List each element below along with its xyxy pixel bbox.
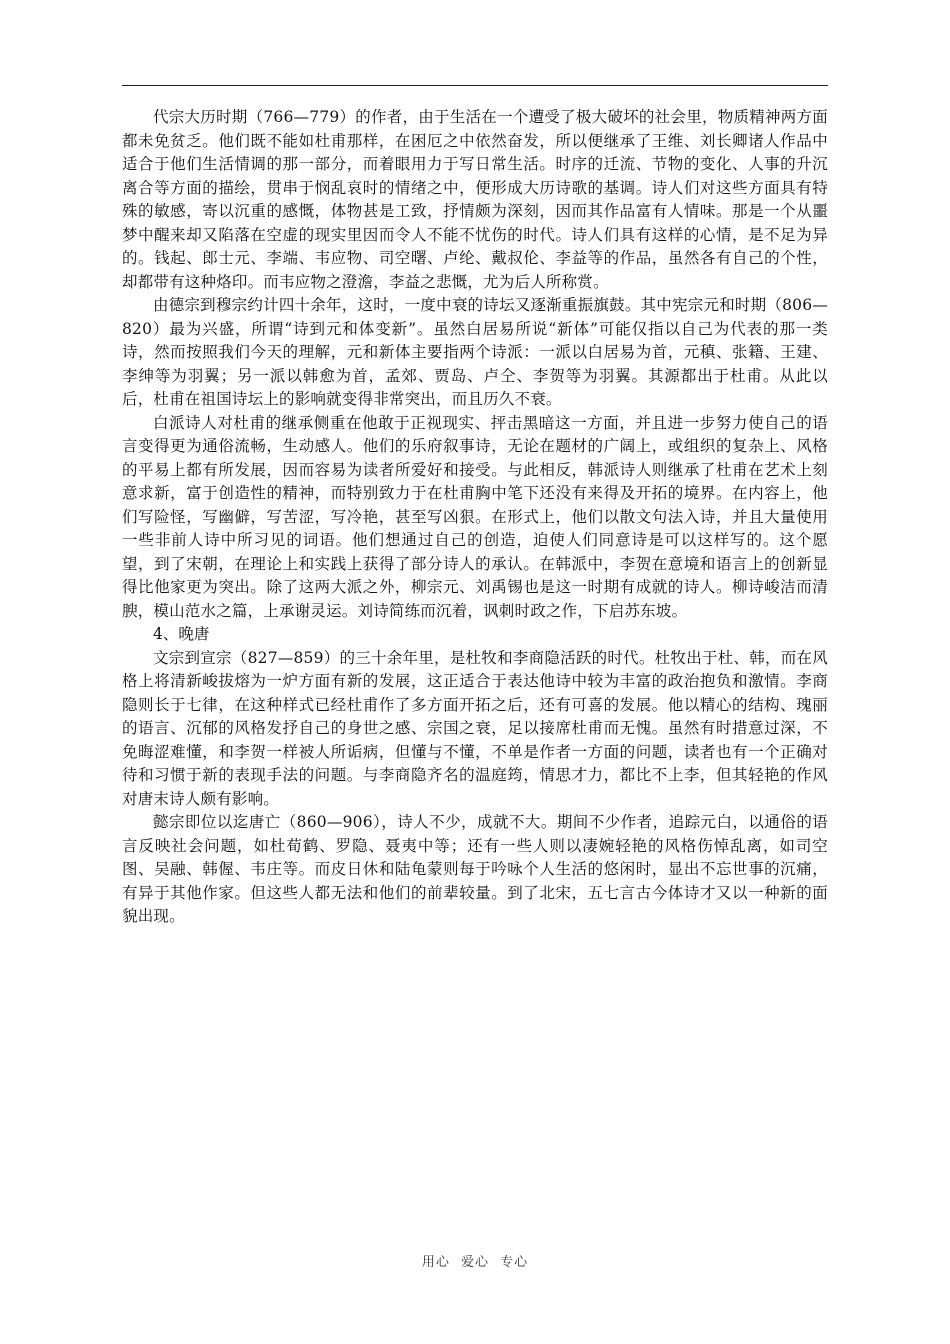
paragraph-late-tang-poets: 懿宗即位以迄唐亡（860—906），诗人不少，成就不大。期间不少作者，追踪元白，以通俗的语言反映社会问题，如杜荀鹤、罗隐、聂夷中等；还有一些人则以凄婉轻艳的风格伤悼乱离，如司空图、吴融、韩偓、韦庄等。而皮日休和陆龟蒙则每于吟咏个人生活的悠闲时，显出不忘世事的沉痛，有异于其他作家。但这些人都无法和他们的前辈较量。到了北宋，五七言古今体诗才又以一种新的面貌出现。 [122,813,828,925]
paragraph-du-mu-li-shangyin: 文宗到宣宗（827—859）的三十余年里，是杜牧和李商隐活跃的时代。杜牧出于杜、韩，而在风格上将清新峻拔熔为一炉方面有新的发展，这正适合于表达他诗中较为丰富的政治抱负和激情。李商隐则长于七律，在这种样式已经杜甫作了多方面开拓之后，还有可喜的发展。他以精心的结构、瑰丽的语言、沉郁的风格发抒自己的身世之感、宗国之衰，足以接席杜甫而无愧。虽然有时措意过深，不免晦涩难懂，和李贺一样被人所诟病，但懂与不懂，不单是作者一方面的问题，读者也有一个正确对待和习惯于新的表现手法的问题。与李商隐齐名的温庭筠，情思才力，都比不上李，但其轻艳的作风对唐末诗人颇有影响。 [122,648,828,808]
page-footer: 用心 爱心 专心 [421,1255,529,1270]
paragraph-dali: 代宗大历时期（766—779）的作者，由于生活在一个遭受了极大破坏的社会里，物质精神两方面都未免贫乏。他们既不能如杜甫那样，在困厄之中依然奋发，所以便继承了王维、刘长卿诸人作品中适合于他们生活情调的那一部分，而着眼用力于写日常生活。时序的迁流、节物的变化、人事的升沉离合等方面的描绘，贯串于悯乱哀时的情绪之中，便形成大历诗歌的基调。诗人们对这些方面具有特殊的敏感，寄以沉重的感慨，体物甚是工致，抒情颇为深刻，因而其作品富有人情味。那是一个从噩梦中醒来却又陷落在空虚的现实里因而令人不能不忧伤的时代。诗人们具有这样的心情，是不足为异的。钱起、郎士元、李端、韦应物、司空曙、卢纶、戴叔伦、李益等的作品，虽然各有自己的个性，却都带有这种烙印。而韦应物之澄澹，李益之悲慨，尤为后人所称赏。 [122,108,828,291]
paragraph-bai-han-schools: 白派诗人对杜甫的继承侧重在他敢于正视现实、抨击黑暗这一方面，并且进一步努力使自己的语言变得更为通俗流畅，生动感人。他们的乐府叙事诗，无论在题材的广阔上，或组织的复杂上、风格的平易上都有所发展，因而容易为读者所爱好和接受。与此相反，韩派诗人则继承了杜甫在艺术上刻意求新，富于创造性的精神，而特别致力于在杜甫胸中笔下还没有来得及开拓的境界。在内容上，他们写险怪，写幽僻，写苦涩，写冷艳，甚至写凶狠。在形式上，他们以散文句法入诗，并且大量使用一些非前人诗中所习见的词语。他们想通过自己的创造，迫使人们同意诗是可以这样写的。这个愿望，到了宋朝，在理论上和实践上获得了部分诗人的承认。在韩派中，李贺在意境和语言上的创新显得比他家更为突出。除了这两大派之外，柳宗元、刘禹锡也是这一时期有成就的诗人。柳诗峻洁而清腴，模山范水之篇，上承谢灵运。刘诗简练而沉着，讽刺时政之作，下启苏东坡。 [122,413,828,620]
document-body [122,106,828,929]
section-heading-late-tang: 4、晚唐 [153,625,210,643]
header-rule [122,85,828,86]
paragraph-yuanhe: 由德宗到穆宗约计四十余年，这时，一度中衰的诗坛又逐渐重振旗鼓。其中宪宗元和时期（806—820）最为兴盛，所谓“诗到元和体变新”。虽然白居易所说“新体”可能仅指以自己为代表的那一类诗，然而按照我们今天的理解，元和新体主要指两个诗派：一派以白居易为首，元稹、张籍、王建、李绅等为羽翼；另一派以韩愈为首，孟郊、贾岛、卢仝、李贺等为羽翼。其源都出于杜甫。从此以后，杜甫在祖国诗坛上的影响就变得非常突出，而且历久不衰。 [122,296,828,408]
